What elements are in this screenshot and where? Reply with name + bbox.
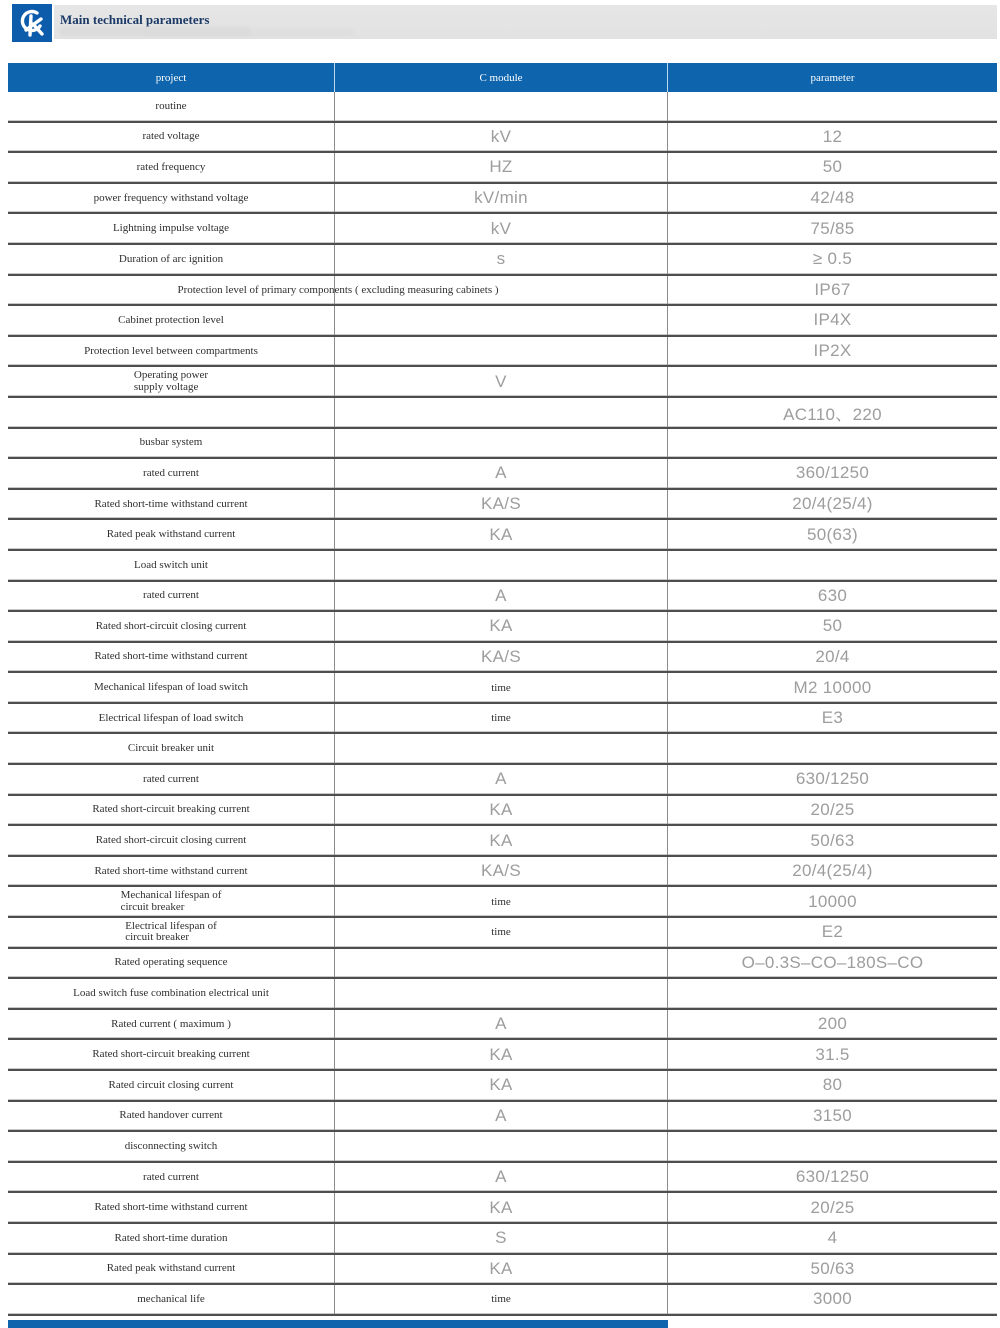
module-cell (335, 979, 668, 1008)
table-row (8, 1163, 997, 1194)
parameter-cell: 50 (822, 157, 843, 177)
module-cell: KA (335, 1040, 668, 1069)
project-cell: Load switch unit (8, 551, 335, 580)
table-row (8, 887, 997, 918)
module-cell: A (335, 459, 668, 488)
module-cell: HZ (335, 153, 668, 182)
module-cell: time (335, 704, 668, 733)
project-cell: Rated peak withstand current (8, 1255, 335, 1284)
project-cell: disconnecting switch (8, 1132, 335, 1161)
table-row (8, 1071, 997, 1102)
parameter-cell (668, 734, 997, 763)
module-cell: time (335, 887, 668, 916)
page-title: Main technical parameters (60, 12, 210, 27)
project-cell: mechanical life (8, 1285, 335, 1314)
table-row (8, 551, 997, 582)
project-cell: Rated short-time withstand current (8, 643, 335, 672)
parameter-cell: 50/63 (810, 1258, 855, 1278)
project-cell: Rated short-time withstand current (8, 490, 335, 519)
parameter-cell: 75/85 (810, 218, 855, 238)
project-cell: Rated handover current (8, 1102, 335, 1131)
project-cell: power frequency withstand voltage (8, 184, 335, 213)
table-row (8, 398, 997, 429)
project-cell: Rated peak withstand current (8, 520, 335, 549)
table-row (8, 826, 997, 857)
table-row (8, 734, 997, 765)
table-row (8, 184, 997, 215)
module-cell (335, 429, 668, 458)
module-cell (335, 1132, 668, 1161)
parameter-cell: 20/25 (810, 799, 855, 819)
parameter-cell (668, 551, 997, 580)
project-cell: rated current (8, 1163, 335, 1192)
project-cell: rated current (8, 765, 335, 794)
table-row (8, 1224, 997, 1255)
project-cell: Rated short-time withstand current (8, 857, 335, 886)
table-row (8, 673, 997, 704)
table-row (8, 214, 997, 245)
parameter-cell: 4 (827, 1228, 838, 1248)
project-cell: Electrical lifespan of load switch (8, 704, 335, 733)
project-cell: Rated short-circuit breaking current (8, 1040, 335, 1069)
parameter-cell: 10000 (808, 891, 857, 911)
module-cell (335, 398, 668, 427)
table-row (8, 1102, 997, 1133)
table-row (8, 306, 997, 337)
parameter-cell: AC110、220 (783, 404, 882, 424)
module-cell: KA (335, 520, 668, 549)
module-cell: KA/S (335, 643, 668, 672)
project-cell: Circuit breaker unit (8, 734, 335, 763)
table-row (8, 612, 997, 643)
company-logo (12, 4, 52, 42)
table-row (8, 1285, 997, 1316)
parameter-cell: 31.5 (815, 1044, 850, 1064)
module-cell: V (335, 367, 668, 396)
table-row (8, 429, 997, 460)
logo-glyph-icon (16, 8, 48, 38)
bottom-accent-bar (8, 1320, 668, 1328)
project-cell: Mechanical lifespan of load switch (8, 673, 335, 702)
module-cell: KA (335, 826, 668, 855)
parameter-cell: 80 (822, 1075, 843, 1095)
table-row (8, 765, 997, 796)
table-row (8, 1010, 997, 1041)
module-cell: s (335, 245, 668, 274)
table-row (8, 153, 997, 184)
module-cell: time (335, 1285, 668, 1314)
table-row (8, 123, 997, 154)
module-cell: A (335, 765, 668, 794)
project-cell: rated frequency (8, 153, 335, 182)
parameter-cell: IP2X (813, 341, 852, 361)
module-cell (335, 734, 668, 763)
module-cell (335, 276, 668, 305)
module-cell (335, 92, 668, 121)
parameter-cell: 12 (822, 126, 843, 146)
module-cell: A (335, 582, 668, 611)
module-cell (335, 306, 668, 335)
table-row (8, 1132, 997, 1163)
parameter-cell: 3150 (812, 1105, 853, 1125)
parameter-cell: 200 (817, 1014, 848, 1034)
table-row (8, 1255, 997, 1286)
parameter-cell: ≥ 0.5 (812, 249, 853, 269)
module-cell: kV/min (335, 184, 668, 213)
module-cell: KA/S (335, 490, 668, 519)
project-cell: Lightning impulse voltage (8, 214, 335, 243)
project-cell: rated current (8, 459, 335, 488)
project-cell: Rated short-circuit breaking current (8, 796, 335, 825)
banner-strip (54, 5, 997, 39)
project-cell: routine (8, 92, 335, 121)
project-cell: Rated short-time duration (8, 1224, 335, 1253)
module-cell: time (335, 673, 668, 702)
parameter-cell (668, 92, 997, 121)
table-row (8, 704, 997, 735)
project-cell: Cabinet protection level (8, 306, 335, 335)
project-cell: Rated current ( maximum ) (8, 1010, 335, 1039)
parameter-cell (668, 979, 997, 1008)
parameter-cell: 630 (817, 585, 848, 605)
column-header-project: project (8, 63, 335, 92)
page-banner (0, 2, 1000, 40)
table-row (8, 918, 997, 949)
parameter-cell: 630/1250 (795, 769, 870, 789)
parameter-cell: IP67 (814, 279, 851, 299)
banner-ghost-text (144, 29, 354, 36)
column-header-c-module: C module (335, 63, 668, 92)
table-row (8, 245, 997, 276)
project-cell: Mechanical lifespan of circuit breaker (8, 887, 335, 916)
parameter-cell: 20/4(25/4) (792, 861, 873, 881)
project-cell (8, 276, 335, 305)
parameter-cell: 20/4 (815, 646, 850, 666)
table-row (8, 1193, 997, 1224)
parameter-cell: O–0.3S–CO–180S–CO (741, 952, 924, 972)
table-row: IP67 Protection level of primary components ( excluding measuring cabinets ) (8, 276, 997, 307)
module-cell: KA (335, 1255, 668, 1284)
parameter-cell: M2 10000 (793, 677, 872, 697)
module-cell (335, 551, 668, 580)
module-cell: A (335, 1102, 668, 1131)
project-cell: Rated operating sequence (8, 949, 335, 978)
project-cell: busbar system (8, 429, 335, 458)
table-header-row (8, 63, 997, 92)
table-row (8, 459, 997, 490)
module-cell: KA/S (335, 857, 668, 886)
table-row (8, 582, 997, 613)
table-row (8, 367, 997, 398)
parameter-cell: 42/48 (810, 188, 855, 208)
module-cell: KA (335, 1193, 668, 1222)
table-row (8, 1040, 997, 1071)
table-row (8, 520, 997, 551)
parameter-cell (668, 367, 997, 396)
table-row (8, 643, 997, 674)
module-cell: kV (335, 123, 668, 152)
column-header-parameter: parameter (810, 71, 855, 84)
parameter-cell: IP4X (813, 310, 852, 330)
project-cell: Rated short-circuit closing current (8, 612, 335, 641)
table-row (8, 979, 997, 1010)
table-row (8, 337, 997, 368)
parameter-cell: 20/4(25/4) (792, 494, 873, 514)
module-cell: time (335, 918, 668, 947)
module-cell: S (335, 1224, 668, 1253)
project-cell: Load switch fuse combination electrical unit (8, 979, 335, 1008)
project-cell: Rated short-circuit closing current (8, 826, 335, 855)
module-cell: kV (335, 214, 668, 243)
project-cell: Rated short-time withstand current (8, 1193, 335, 1222)
parameter-cell: 50/63 (810, 830, 855, 850)
parameter-cell: 360/1250 (795, 463, 870, 483)
project-cell: Duration of arc ignition (8, 245, 335, 274)
project-cell (8, 398, 335, 427)
table-row (8, 796, 997, 827)
technical-parameters-table (8, 63, 997, 1316)
parameter-cell: 20/25 (810, 1197, 855, 1217)
module-cell: KA (335, 796, 668, 825)
project-cell: Operating power supply voltage (8, 367, 335, 396)
parameter-cell: 3000 (812, 1289, 853, 1309)
module-cell: KA (335, 612, 668, 641)
project-cell: Electrical lifespan of circuit breaker (8, 918, 335, 947)
parameter-cell: E3 (821, 708, 844, 728)
parameter-cell (668, 1132, 997, 1161)
parameter-cell (668, 429, 997, 458)
table-body (8, 92, 997, 1316)
module-cell (335, 949, 668, 978)
project-cell: Protection level between compartments (8, 337, 335, 366)
table-row (8, 857, 997, 888)
module-cell (335, 337, 668, 366)
module-cell: A (335, 1010, 668, 1039)
parameter-cell: 50 (822, 616, 843, 636)
project-cell: rated current (8, 582, 335, 611)
project-cell: rated voltage (8, 123, 335, 152)
table-row (8, 92, 997, 123)
table-row (8, 949, 997, 980)
project-cell: Rated circuit closing current (8, 1071, 335, 1100)
parameter-cell: 50(63) (807, 524, 858, 544)
parameter-cell: 630/1250 (795, 1167, 870, 1187)
table-row (8, 490, 997, 521)
module-cell: KA (335, 1071, 668, 1100)
module-cell: A (335, 1163, 668, 1192)
parameter-cell: E2 (821, 922, 844, 942)
